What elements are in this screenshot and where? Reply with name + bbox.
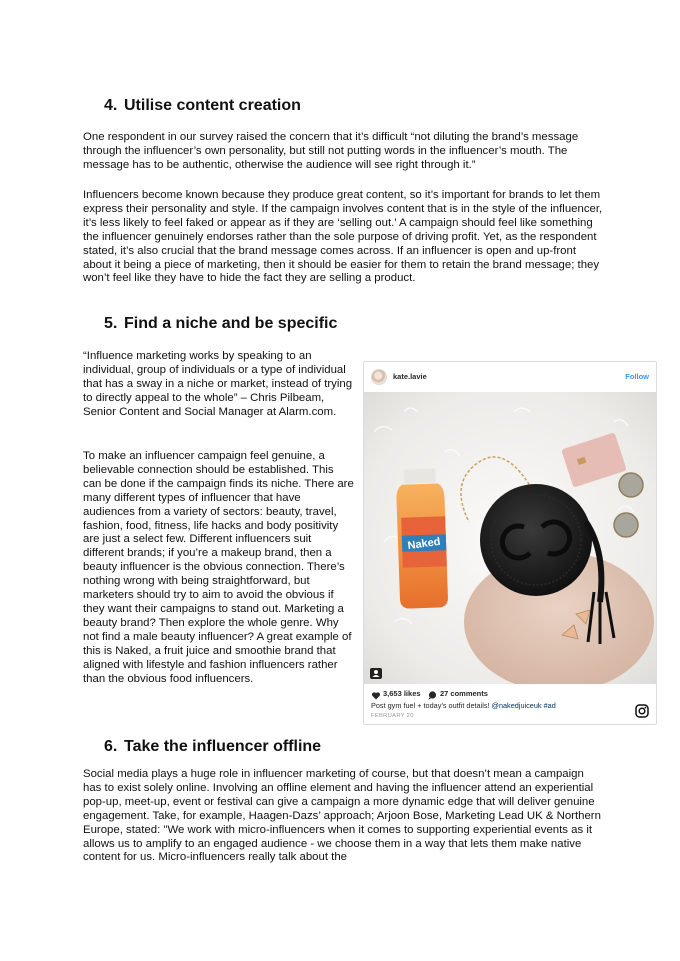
- caption-hashtag-link[interactable]: #ad: [541, 701, 556, 710]
- caption-text: Post gym fuel + today’s outfit details!: [371, 701, 492, 710]
- section-4-paragraph-1: One respondent in our survey raised the concern that it’s difficult “not diluting the brand’s message through the influencer’s own personality, but still not putting words in the influencer’s mouth. The message has to be authentic, otherwise the audience will see right through it.”: [83, 131, 579, 171]
- instagram-post-card: [363, 361, 657, 725]
- section-5-title: Find a niche and be specific: [124, 315, 338, 332]
- flatlay-photo: [364, 392, 656, 684]
- section-6-title: Take the influencer offline: [124, 738, 322, 755]
- instagram-caption: [371, 701, 556, 710]
- section-4-title: Utilise content creation: [124, 97, 301, 114]
- tagged-user-icon[interactable]: [370, 668, 382, 679]
- juice-bottle-shape: [395, 468, 448, 609]
- section-4-number: 4.: [104, 97, 118, 114]
- section-6-heading: [104, 738, 321, 756]
- caption-mention-link[interactable]: @nakedjuiceuk: [491, 701, 542, 710]
- section-4-heading: [104, 97, 301, 115]
- section-5-heading: [104, 315, 337, 333]
- heart-icon[interactable]: [372, 692, 380, 699]
- follow-button[interactable]: Follow: [625, 372, 649, 381]
- section-4-paragraph-2: Influencers become known because they produce great content, so it’s important for brands to let them express their personality and style. If the campaign involves content that is in the style of the influencer, it’s less likely to feel faked or appear as if they are ‘selling out.’ A campaign should feel like something the influencer genuinely endorses rather than the sole purpose of driving profit. Yet, as the respondent stated, it’s also crucial that the brand message comes across. If an influencer is open and up-front about it being a piece of marketing, then it should be easier for them to retain the brand message; they won’t feel like they have to hide the fact they are selling a product.: [83, 189, 603, 285]
- post-date: FEBRUARY 20: [371, 713, 414, 719]
- bottle-label: Naked: [406, 535, 442, 553]
- instagram-username[interactable]: kate.lavie: [393, 372, 427, 381]
- avatar[interactable]: [371, 369, 387, 385]
- section-6-number: 6.: [104, 738, 118, 755]
- likes-count[interactable]: 3,653 likes: [383, 689, 421, 698]
- instagram-logo-icon[interactable]: [635, 704, 649, 718]
- section-5-number: 5.: [104, 315, 118, 332]
- comments-count[interactable]: 27 comments: [440, 689, 488, 698]
- section-5-quote: “Influence marketing works by speaking to an individual, group of individuals or a type of individual that has a sway in a niche or market, instead of trying to directly appeal to the whole” – Chris Pilbeam, Senior Content and Social Manager at Alarm.com.: [83, 350, 353, 418]
- handbag-shape: [480, 484, 592, 596]
- section-5-paragraph-2: To make an influencer campaign feel genuine, a believable connection should be established. This can be done if the campaign finds its niche. There are many different types of influencer that have audiences from a variety of sectors: beauty, travel, fashion, food, fitness, life hacks and body positivity are just a select few. Different influencers suit different brands; if you’re a makeup brand, then a beauty influencer is the obvious connection. There’s nothing wrong with being straightforward, but marketers should try to aim to avoid the obvious if they want their campaigns to stand out. Marketing a beauty brand? Then explore the whole genre. Why not find a male beauty influencer? A great example of this is Naked, a fruit juice and smoothie brand that aligned with lifestyle and fashion influencers rather than the obvious food influencers.: [83, 450, 354, 685]
- comment-icon[interactable]: [428, 691, 436, 699]
- instagram-post-photo: [364, 392, 656, 684]
- section-6-paragraph-1: Social media plays a huge role in influencer marketing of course, but that doesn’t mean a campaign has to exist solely online. Involving an offline element and having the influencer attend an experiential pop-up, meet-up, event or festival can give a campaign a more dynamic edge that will deliver genuine engagement. Take, for example, Haagen-Dazs’ approach; Arjoon Bose, Marketing Lead UK & Northern Europe, stated: "We work with micro-influencers when it comes to supporting experiential events as it allows us to amplify to an engaged audience - we choose them in a way that lets them make native content for us. Micro-influencers really talk about the: [83, 768, 601, 864]
- instagram-post-header: [364, 362, 656, 392]
